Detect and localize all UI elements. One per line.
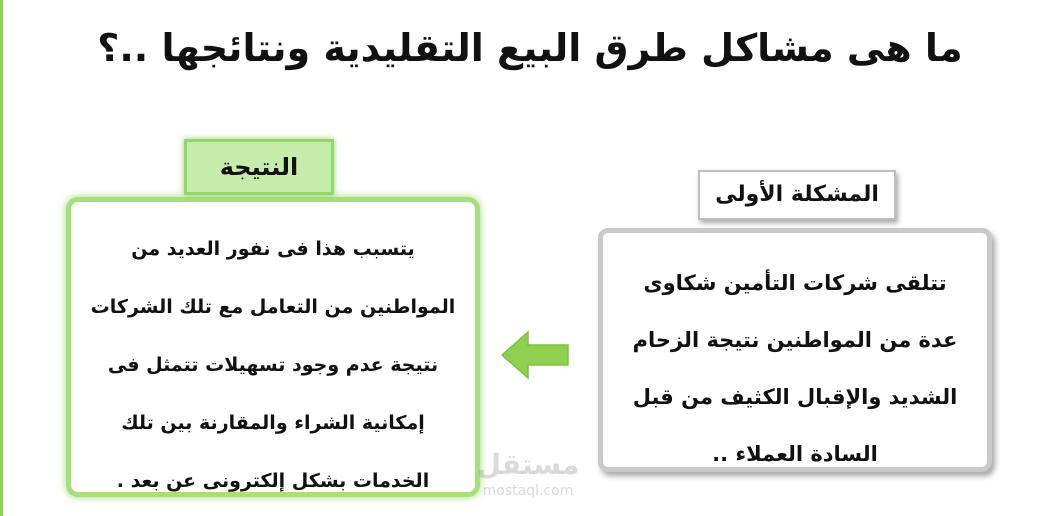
result-label: النتيجة xyxy=(184,139,334,195)
left-edge-accent xyxy=(0,0,3,516)
arrow-left-icon xyxy=(500,330,572,380)
problem-box xyxy=(598,228,992,472)
result-line-4: إمكانية الشراء والمقارنة بين تلك xyxy=(121,412,425,434)
problem-line-1: تتلقى شركات التأمين شكاوى xyxy=(643,271,947,295)
result-line-5: الخدمات بشكل إلكترونى عن بعد . xyxy=(116,470,430,492)
problem-line-4: السادة العملاء .. xyxy=(712,442,878,466)
problem-line-2: عدة من المواطنين نتيجة الزحام xyxy=(632,328,958,352)
result-line-3: نتيجة عدم وجود تسهيلات تتمثل فى xyxy=(107,354,439,376)
result-box xyxy=(66,197,480,497)
watermark-url: mostaql.com xyxy=(482,483,574,499)
watermark-text: مستقل xyxy=(476,448,580,481)
page-title: ما هى مشاكل طرق البيع التقليدية ونتائجها ..؟ xyxy=(97,26,963,70)
watermark-logo xyxy=(458,448,598,508)
result-line-1: يتسبب هذا فى نفور العديد من xyxy=(131,238,415,260)
problem-line-3: الشديد والإقبال الكثيف من قبل xyxy=(632,385,958,409)
result-line-2: المواطنين من التعامل مع تلك الشركات xyxy=(90,296,456,318)
problem-label: المشكلة الأولى xyxy=(698,170,896,220)
